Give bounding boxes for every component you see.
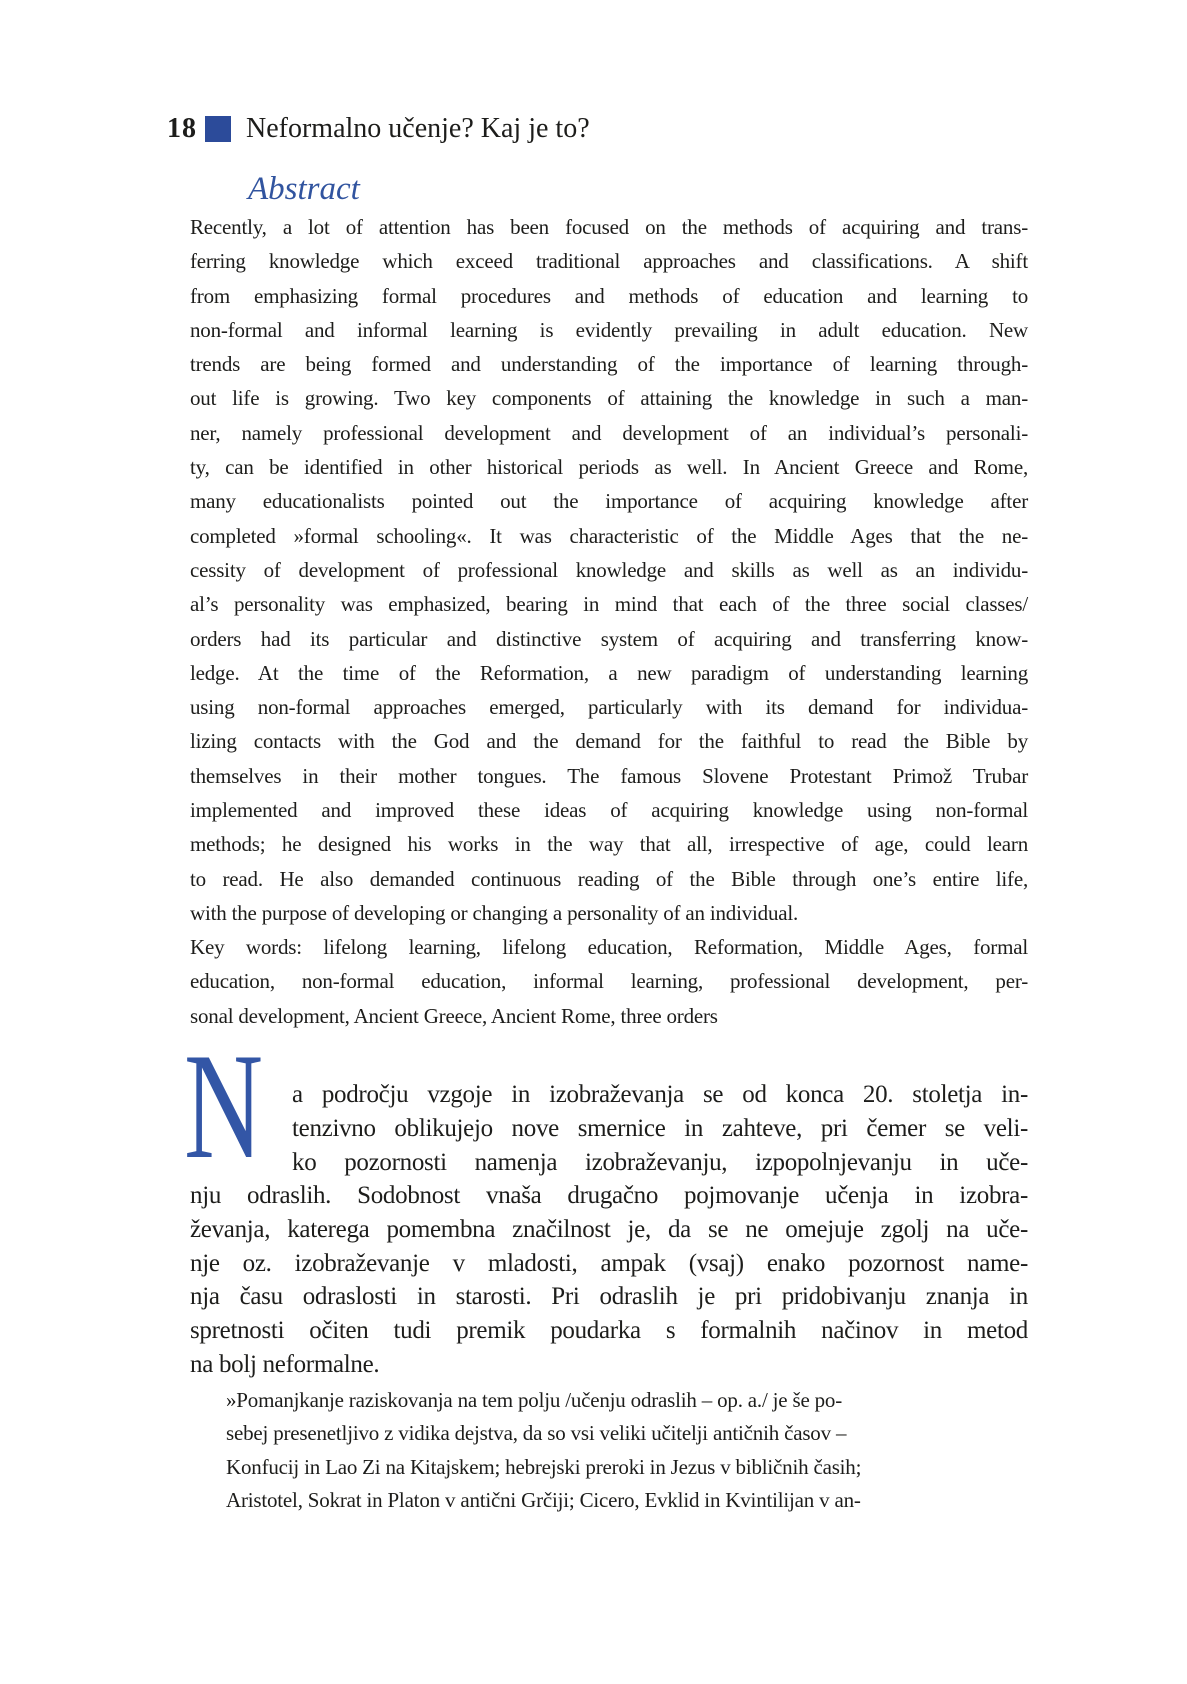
text-line: a področju vzgoje in izobraževanja se od konca 20. stoletja in-	[292, 1081, 1028, 1108]
text-line: Aristotel, Sokrat in Platon v antični Grčiji; Cicero, Evklid in Kvintilijan v an-	[226, 1488, 861, 1513]
text-line: Konfucij in Lao Zi na Kitajskem; hebrejski preroki in Jezus v bibličnih časih;	[226, 1454, 862, 1479]
text-line: implemented and improved these ideas of acquiring knowledge using non-formal	[190, 798, 1028, 823]
text-line: lizing contacts with the God and the demand for the faithful to read the Bible by	[190, 729, 1028, 754]
text-line: sonal development, Ancient Greece, Ancient Rome, three orders	[190, 1003, 718, 1028]
text-line: out life is growing. Two key components of attaining the knowledge in such a man-	[190, 386, 1028, 411]
text-line: themselves in their mother tongues. The famous Slovene Protestant Primož Trubar	[190, 763, 1028, 788]
text-line: ževanja, katerega pomembna značilnost je, da se ne omejuje zgolj na uče-	[190, 1215, 1028, 1243]
text-line: »Pomanjkanje raziskovanja na tem polju /učenju odraslih – op. a./ je še po-	[226, 1388, 843, 1412]
text-line: tenzivno oblikujejo nove smernice in zahteve, pri čemer se veli-	[292, 1114, 1028, 1142]
keywords-text	[190, 930, 1028, 1033]
text-line: ko pozornosti namenja izobraževanju, izpopolnjevanju in uče-	[292, 1148, 1028, 1176]
text-line: ner, namely professional development and development of an individual’s personali-	[190, 420, 1028, 445]
text-line: al’s personality was emphasized, bearing in mind that each of the three social classes/	[190, 592, 1028, 617]
abstract-text	[190, 210, 1028, 930]
running-title: Neformalno učenje? Kaj je to?	[246, 113, 590, 144]
text-line: Recently, a lot of attention has been focused on the methods of acquiring and trans-	[190, 215, 1028, 239]
text-line: non-formal and informal learning is evidently prevailing in adult education. New	[190, 317, 1028, 342]
text-line: ty, can be identified in other historical periods as well. In Ancient Greece and Rome,	[190, 455, 1028, 480]
text-line: spretnosti očiten tudi premik poudarka s formalnih načinov in metod	[190, 1317, 1028, 1345]
page-header	[167, 114, 590, 144]
text-line: from emphasizing formal procedures and methods of education and learning to	[190, 283, 1028, 308]
text-line: nja času odraslosti in starosti. Pri odraslih je pri pridobivanju znanja in	[190, 1283, 1028, 1311]
text-line: nju odraslih. Sodobnost vnaša drugačno pojmovanje učenja in izobra-	[190, 1182, 1028, 1209]
text-line: trends are being formed and understanding of the importance of learning through-	[190, 352, 1028, 377]
text-line: cessity of development of professional knowledge and skills as well as an individu-	[190, 557, 1028, 582]
text-line: with the purpose of developing or changing a personality of an individual.	[190, 900, 799, 925]
abstract-heading: Abstract	[248, 171, 360, 207]
text-line: many educationalists pointed out the importance of acquiring knowledge after	[190, 489, 1028, 514]
text-line: completed »formal schooling«. It was characteristic of the Middle Ages that the ne-	[190, 523, 1028, 548]
text-line: education, non-formal education, informal learning, professional development, per-	[190, 969, 1028, 994]
page-number: 18	[167, 113, 197, 144]
text-line: using non-formal approaches emerged, particularly with its demand for individua-	[190, 695, 1028, 720]
block-quote	[226, 1384, 1026, 1518]
drop-cap: N	[184, 1022, 264, 1190]
text-line: sebej presenetljivo z vidika dejstva, da so vsi veliki učitelji antičnih časov –	[226, 1421, 847, 1446]
intro-paragraph-beside-dropcap	[190, 1078, 1028, 1179]
text-line: nje oz. izobraževanje v mladosti, ampak (vsaj) enako pozornost name-	[190, 1249, 1028, 1277]
text-line: Key words: lifelong learning, lifelong education, Reformation, Middle Ages, formal	[190, 935, 1028, 959]
text-line: ferring knowledge which exceed traditional approaches and classifications. A shift	[190, 249, 1028, 274]
text-line: orders had its particular and distinctive system of acquiring and transferring know-	[190, 626, 1028, 651]
text-line: to read. He also demanded continuous reading of the Bible through one’s entire life,	[190, 866, 1028, 891]
text-line: ledge. At the time of the Reformation, a new paradigm of understanding learning	[190, 660, 1028, 685]
text-line: methods; he designed his works in the way that all, irrespective of age, could learn	[190, 832, 1028, 857]
section-marker-square	[205, 116, 231, 142]
intro-paragraph	[190, 1179, 1028, 1382]
text-line: na bolj neformalne.	[190, 1350, 380, 1378]
